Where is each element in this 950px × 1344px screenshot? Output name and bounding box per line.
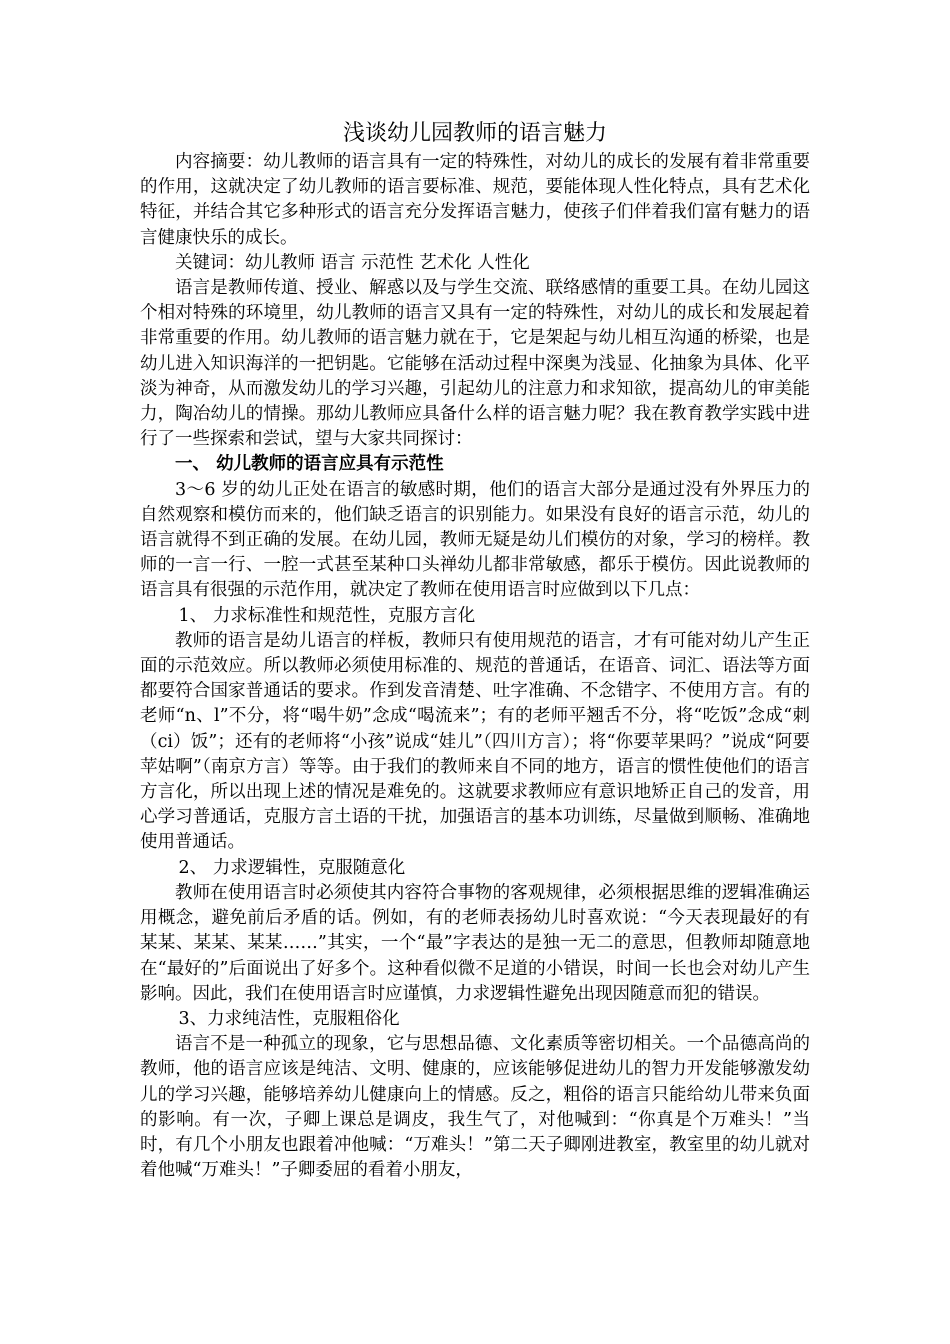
subsection-heading: 2、 力求逻辑性，克服随意化 [178, 857, 406, 878]
subsection-heading: 3、力求纯洁性，克服粗俗化 [178, 1008, 400, 1029]
subsection-paragraph: 教师在使用语言时必须使其内容符合事物的客观规律，必须根据思维的逻辑准确运用概念，避免前后矛盾的话。例如，有的老师表扬幼儿时喜欢说：“今天表现最好的有某某、某某、某某……”其实，一个“最”字表达的是独一无二的意思，但教师却随意地在“最好的”后面说出了好多个。这种看似微不足道的小错误，时间一长也会对幼儿产生影响。因此，我们在使用语言时应谨慎，力求逻辑性避免出现因随意而犯的错误。 [140, 882, 810, 1004]
abstract-paragraph: 内容摘要：幼儿教师的语言具有一定的特殊性，对幼儿的成长的发展有着非常重要的作用，这就决定了幼儿教师的语言要标准、规范，要能体现人性化特点，具有艺术化特征，并结合其它多种形式的语言充分发挥语言魅力，使孩子们伴着我们富有魅力的语言健康快乐的成长。 [140, 152, 810, 248]
keywords-line: 关键词：幼儿教师 语言 示范性 艺术化 人性化 [175, 252, 530, 273]
section-paragraph: 3～6 岁的幼儿正处在语言的敏感时期，他们的语言大部分是通过没有外界压力的自然观察和模仿而来的，他们缺乏语言的识别能力。如果没有良好的语言示范，幼儿的语言就得不到正确的发展。在幼儿园，教师无疑是幼儿们模仿的对象，学习的榜样。教师的一言一行、一腔一式甚至某种口头禅幼儿都非常敏感，都乐于模仿。因此说教师的语言具有很强的示范作用，就决定了教师在使用语言时应做到以下几点： [140, 479, 810, 601]
subsection-paragraph: 教师的语言是幼儿语言的样板，教师只有使用规范的语言，才有可能对幼儿产生正面的示范效应。所以教师必须使用标准的、规范的普通话，在语音、词汇、语法等方面都要符合国家普通话的要求。作到发音清楚、吐字准确、不念错字、不使用方言。有的老师“n、l”不分，将“喝牛奶”念成“喝流来”；有的老师平翘舌不分，将“吃饭”念成“刺（ci）饭”；还有的老师将“小孩”说成“娃儿”（四川方言）；将“你要苹果吗？”说成“阿要苹姑啊”（南京方言）等等。由于我们的教师来自不同的地方，语言的惯性使他们的语言方言化，所以出现上述的情况是难免的。这就要求教师应有意识地矫正自己的发音，用心学习普通话，克服方言土语的干扰，加强语言的基本功训练，尽量做到顺畅、准确地使用普通话。 [140, 630, 810, 853]
section-heading: 一、 幼儿教师的语言应具有示范性 [175, 454, 444, 475]
document-title: 浅谈幼儿园教师的语言魅力 [342, 121, 607, 146]
subsection-paragraph: 语言不是一种孤立的现象，它与思想品德、文化素质等密切相关。一个品德高尚的教师，他的语言应该是纯洁、文明、健康的，应该能够促进幼儿的智力开发能够激发幼儿的学习兴趣，能够培养幼儿健康向上的情感。反之，粗俗的语言只能给幼儿带来负面的影响。有一次，子卿上课总是调皮，我生气了，对他喊到：“你真是个万难头！”当时，有几个小朋友也跟着冲他喊：“万难头！”第二天子卿刚进教室，教室里的幼儿就对着他喊“万难头！”子卿委屈的看着小朋友， [140, 1034, 810, 1181]
intro-paragraph: 语言是教师传道、授业、解惑以及与学生交流、联络感情的重要工具。在幼儿园这个相对特殊的环境里，幼儿教师的语言又具有一定的特殊性，对幼儿的成长和发展起着非常重要的作用。幼儿教师的语言魅力就在于，它是架起与幼儿相互沟通的桥梁，也是幼儿进入知识海洋的一把钥匙。它能够在活动过程中深奥为浅显、化抽象为具体、化平淡为神奇，从而激发幼儿的学习兴趣，引起幼儿的注意力和求知欲，提高幼儿的审美能力，陶冶幼儿的情操。那幼儿教师应具备什么样的语言魅力呢？我在教育教学实践中进行了一些探索和尝试，望与大家共同探讨： [140, 278, 810, 450]
document-page [140, 118, 810, 1183]
subsection-heading: 1、 力求标准性和规范性，克服方言化 [178, 605, 476, 626]
